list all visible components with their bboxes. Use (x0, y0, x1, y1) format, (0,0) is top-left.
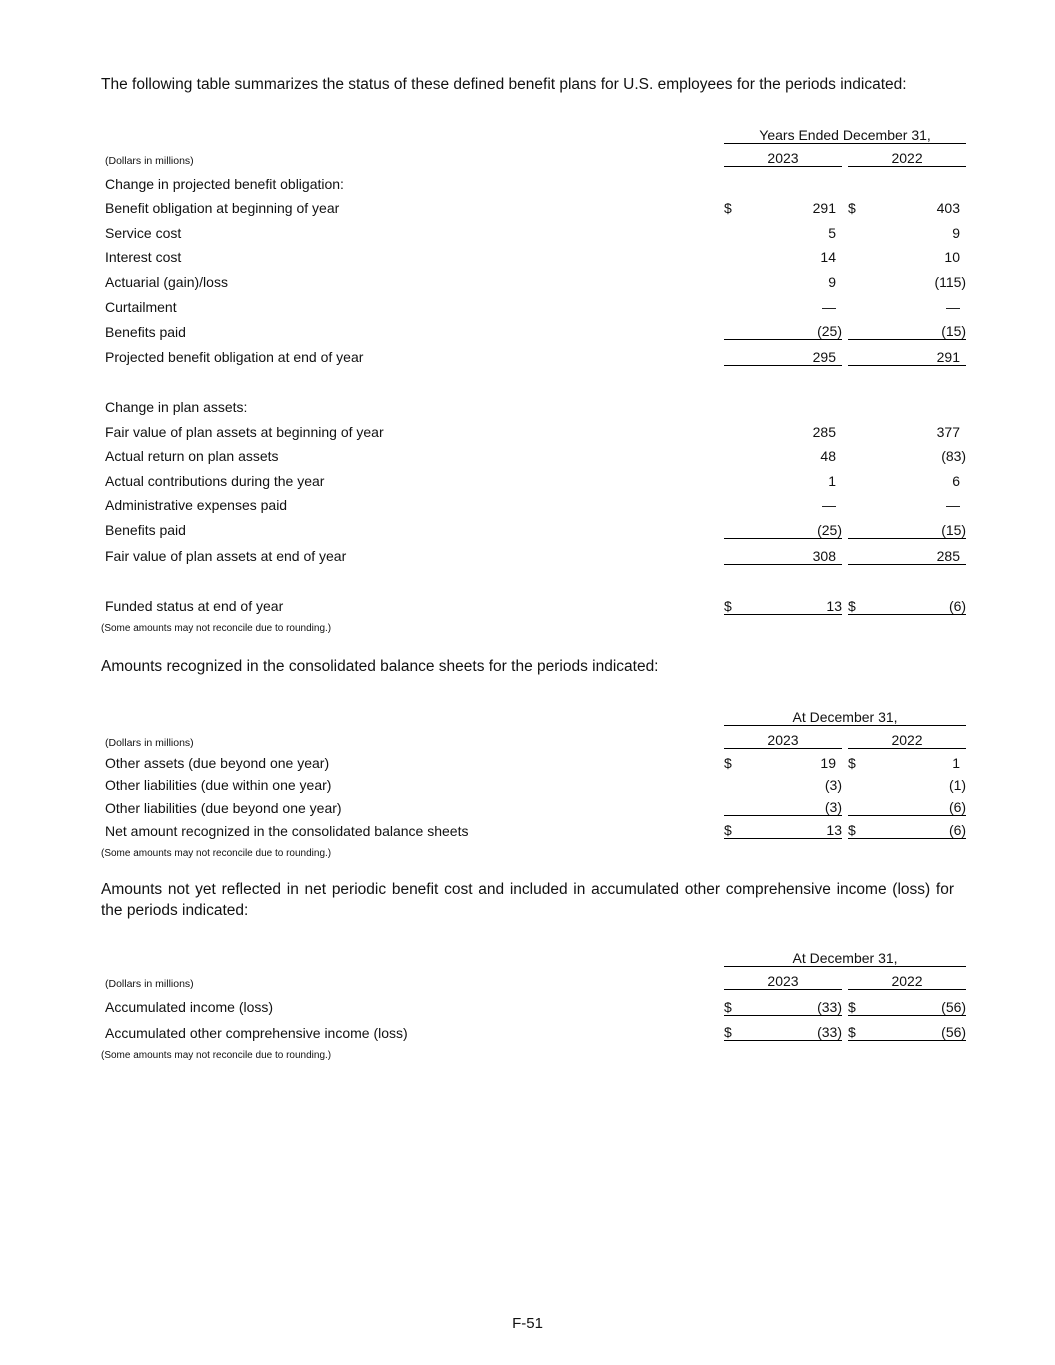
currency-symbol: $ (724, 990, 736, 1016)
balance-sheet-table (101, 703, 966, 839)
currency-symbol (724, 265, 736, 290)
row-label: Benefits paid (105, 323, 186, 340)
table-row (101, 749, 966, 772)
row-label: Administrative expenses paid (105, 497, 288, 514)
value-2022: (6) (860, 816, 966, 839)
table-row (101, 771, 966, 793)
row-label: Interest cost (105, 249, 182, 266)
currency-symbol (724, 464, 736, 489)
value-2022: — (946, 298, 960, 315)
value-2022: (56) (860, 1015, 966, 1041)
row-label: Curtailment (105, 298, 177, 315)
year-header: 2023 (724, 144, 842, 167)
table-row (101, 265, 966, 290)
value-2022: 6 (952, 472, 960, 489)
section1-intro: The following table summarizes the status of these defined benefit plans for U.S. employees for the periods indicated: (101, 76, 907, 93)
value-2023: 14 (820, 249, 836, 266)
currency-symbol (848, 216, 860, 241)
currency-symbol (848, 489, 860, 514)
table-header-row (101, 944, 966, 967)
currency-symbol: $ (848, 1015, 860, 1041)
currency-symbol (848, 290, 860, 315)
value-2022: 1 (952, 755, 960, 771)
section-heading-row (101, 167, 966, 192)
currency-symbol (724, 290, 736, 315)
value-2023: 5 (828, 224, 836, 241)
currency-symbol (848, 265, 860, 290)
value-2023: (25) (736, 513, 842, 538)
aoci-table (101, 944, 966, 1041)
value-2023: (25) (736, 315, 842, 340)
currency-symbol (848, 771, 860, 793)
value-2023: (33) (736, 990, 842, 1016)
currency-symbol (848, 340, 860, 366)
row-label: Actuarial (gain)/loss (105, 273, 228, 290)
row-label: Fair value of plan assets at beginning of year (105, 423, 384, 440)
row-label: Net amount recognized in the consolidated balance sheets (105, 822, 469, 839)
units-label: (Dollars in millions) (105, 736, 194, 749)
value-2022: 403 (936, 200, 960, 217)
table-header-row (101, 967, 966, 990)
value-2023: — (822, 298, 836, 315)
year-header: 2022 (848, 967, 966, 990)
value-2023: 285 (812, 423, 836, 440)
value-2022: (6) (860, 793, 966, 816)
currency-symbol (724, 241, 736, 266)
row-label: Benefit obligation at beginning of year (105, 200, 340, 217)
units-label: (Dollars in millions) (105, 154, 194, 167)
currency-symbol (848, 513, 860, 538)
rounding-note: (Some amounts may not reconcile due to rounding.) (101, 623, 332, 634)
value-2022: (1) (948, 777, 967, 793)
table-row (101, 216, 966, 241)
benefit-obligation-table (101, 121, 966, 615)
row-label: Fair value of plan assets at end of year (105, 548, 347, 564)
currency-symbol (848, 793, 860, 816)
currency-symbol (724, 440, 736, 465)
row-label: Funded status at end of year (105, 598, 284, 615)
currency-symbol (848, 538, 860, 564)
value-2022: (56) (860, 990, 966, 1016)
currency-symbol: $ (724, 589, 736, 614)
currency-symbol: $ (848, 200, 856, 217)
currency-symbol: $ (848, 589, 860, 614)
value-2023: (3) (736, 793, 842, 816)
value-2023: 291 (812, 200, 836, 217)
table-row (101, 440, 966, 465)
table-header-row (101, 121, 966, 144)
currency-symbol: $ (724, 755, 732, 771)
row-label: Accumulated income (loss) (105, 999, 274, 1016)
currency-symbol (724, 216, 736, 241)
value-2022: (15) (860, 513, 966, 538)
value-2023: 308 (736, 538, 836, 564)
row-label: Other liabilities (due beyond one year) (105, 799, 342, 816)
currency-symbol (848, 241, 860, 266)
table-header-row (101, 144, 966, 167)
value-2022: (83) (941, 448, 967, 465)
column-group-header: Years Ended December 31, (724, 121, 966, 144)
table-row (101, 513, 966, 538)
currency-symbol (724, 340, 736, 366)
value-2022: (115) (934, 273, 967, 290)
currency-symbol (724, 315, 736, 340)
currency-symbol (724, 489, 736, 514)
currency-symbol: $ (724, 816, 736, 839)
value-2023: 13 (736, 589, 842, 614)
currency-symbol: $ (724, 200, 732, 217)
value-2023: (3) (824, 777, 842, 793)
year-header: 2022 (848, 144, 966, 167)
table-row (101, 464, 966, 489)
value-2022: — (946, 497, 960, 514)
value-2023: 295 (736, 340, 836, 366)
value-2023: 9 (828, 273, 836, 290)
value-2023: 19 (820, 755, 836, 771)
value-2022: (6) (860, 589, 966, 614)
table-row (101, 990, 966, 1016)
currency-symbol (724, 415, 736, 440)
units-label: (Dollars in millions) (105, 977, 194, 990)
table-row (101, 793, 966, 816)
table-row (101, 538, 966, 564)
row-label: Benefits paid (105, 522, 186, 539)
table-total-row (101, 589, 966, 614)
table-row (101, 241, 966, 266)
row-label: Change in projected benefit obligation: (105, 175, 344, 192)
year-header: 2023 (724, 967, 842, 990)
table-row (101, 290, 966, 315)
value-2023: 13 (736, 816, 842, 839)
value-2022: 9 (952, 224, 960, 241)
value-2022: (15) (860, 315, 966, 340)
row-label: Projected benefit obligation at end of year (105, 349, 364, 366)
column-group-header: At December 31, (724, 944, 966, 967)
table-row (101, 192, 966, 217)
row-label: Actual return on plan assets (105, 448, 279, 465)
currency-symbol: $ (724, 1015, 736, 1041)
currency-symbol: $ (848, 816, 860, 839)
page-number: F-51 (512, 1315, 543, 1332)
value-2022: 291 (860, 340, 960, 366)
row-label: Accumulated other comprehensive income (loss) (105, 1024, 408, 1041)
value-2023: — (822, 497, 836, 514)
table-row (101, 415, 966, 440)
section-heading-row (101, 390, 966, 415)
value-2022: 285 (860, 538, 960, 564)
currency-symbol (724, 771, 736, 793)
currency-symbol: $ (848, 990, 860, 1016)
row-label: Service cost (105, 224, 182, 241)
value-2022: 10 (944, 249, 960, 266)
table-row (101, 489, 966, 514)
value-2022: 377 (936, 423, 960, 440)
table-header-row (101, 703, 966, 726)
value-2023: (33) (736, 1015, 842, 1041)
rounding-note: (Some amounts may not reconcile due to rounding.) (101, 848, 332, 859)
currency-symbol (724, 793, 736, 816)
table-row (101, 340, 966, 366)
column-group-header: At December 31, (724, 703, 966, 726)
section2-intro: Amounts recognized in the consolidated balance sheets for the periods indicated: (101, 658, 659, 675)
currency-symbol: $ (848, 755, 856, 771)
table-header-row (101, 726, 966, 749)
year-header: 2023 (724, 726, 842, 749)
currency-symbol (724, 538, 736, 564)
rounding-note: (Some amounts may not reconcile due to rounding.) (101, 1050, 332, 1061)
row-label: Other assets (due beyond one year) (105, 755, 330, 771)
table-total-row (101, 1015, 966, 1041)
table-row (101, 315, 966, 340)
row-label: Actual contributions during the year (105, 472, 325, 489)
currency-symbol (848, 315, 860, 340)
currency-symbol (724, 513, 736, 538)
currency-symbol (848, 440, 860, 465)
currency-symbol (848, 464, 860, 489)
value-2023: 1 (828, 472, 836, 489)
row-label: Change in plan assets: (105, 398, 248, 415)
row-label: Other liabilities (due within one year) (105, 777, 332, 793)
year-header: 2022 (848, 726, 966, 749)
currency-symbol (848, 415, 860, 440)
table-total-row (101, 816, 966, 839)
value-2023: 48 (820, 448, 836, 465)
section3-intro: Amounts not yet reflected in net periodic benefit cost and included in accumulated other comprehensive income (loss) for the periods indicated: (101, 881, 954, 919)
